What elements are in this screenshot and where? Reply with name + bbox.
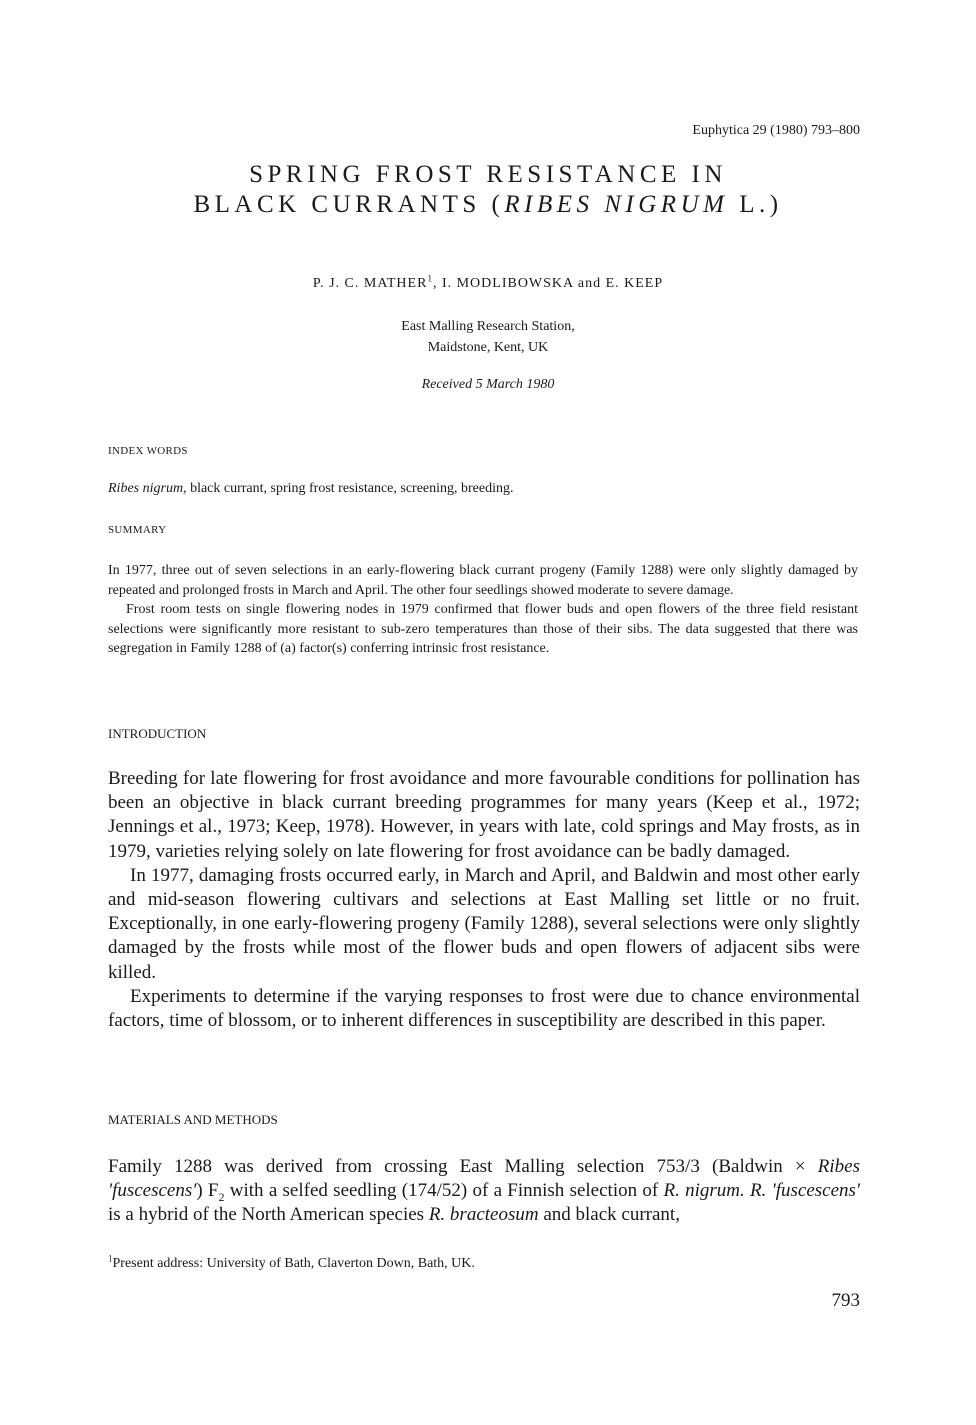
methods-paragraph-1: [108, 1155, 860, 1228]
footnote: [108, 1253, 475, 1272]
introduction-paragraph-2: In 1977, damaging frosts occurred early, in March and April, and Baldwin and most other early and mid-season flowering cultivars and selections at East Malling set little or no fruit. Exceptionally, in one early-flowering progeny (Family 1288), several selections were only slightly damaged by the frosts while most of the flower buds and open flowers of adjacent sibs were killed.: [108, 864, 860, 983]
summary-paragraph-2: Frost room tests on single flowering nodes in 1979 confirmed that flower buds and open flowers of the three field resistant selections were significantly more resistant to sub-zero temperatures than those of their sibs. The data suggested that there was segregation in Family 1288 of (a) factor(s) conferring intrinsic frost resistance.: [108, 602, 858, 657]
title-line-2-pre: BLACK CURRANTS (: [193, 191, 505, 218]
methods-text-4: is a hybrid of the North American species: [108, 1204, 429, 1226]
keyword-species: Ribes nigrum,: [108, 481, 187, 496]
methods-body: [108, 1155, 860, 1228]
affiliation-line-1: East Malling Research Station,: [401, 319, 575, 334]
author-footnote-mark: 1: [427, 273, 433, 284]
affiliation-line-2: Maidstone, Kent, UK: [427, 340, 549, 355]
title-line-2-post: L.): [728, 191, 783, 218]
summary-paragraph-1: In 1977, three out of seven selections in an early-flowering black currant progeny (Family 1288) were only slightly damaged by repeated and prolonged frosts in March and April. The other four seedlings showed moderate to severe damage.: [108, 563, 858, 598]
summary-body: [108, 561, 858, 659]
methods-text-1: Family 1288 was derived from crossing East Malling selection 753/3 (Baldwin ×: [108, 1156, 818, 1177]
title-line-2: [0, 190, 976, 220]
introduction-paragraph-1: Breeding for late flowering for frost avoidance and more favourable conditions for pollination has been an objective in black currant breeding programmes for many years (Keep et al., 1972; Jennings et al., 1973; Keep, 1978). However, in years with late, cold springs and May frosts, as in 1979, varieties relying solely on late flowering for frost avoidance can be badly damaged.: [108, 768, 860, 862]
title-line-1: SPRING FROST RESISTANCE IN: [249, 161, 727, 188]
footnote-text: Present address: University of Bath, Claverton Down, Bath, UK.: [112, 1256, 475, 1271]
methods-species-2: R. nigrum. R. 'fuscescens': [663, 1180, 860, 1202]
keywords-rest: black currant, spring frost resistance, screening, breeding.: [186, 481, 514, 496]
other-authors: , I. MODLIBOWSKA and E. KEEP: [432, 276, 664, 291]
methods-species-1: Ribes 'fuscescens': [108, 1156, 860, 1202]
introduction-body: [108, 767, 860, 1033]
methods-text-2: ) F: [196, 1180, 219, 1202]
received-date: Received 5 March 1980: [421, 377, 555, 392]
summary-heading: SUMMARY: [108, 524, 167, 536]
methods-heading: MATERIALS AND METHODS: [108, 1112, 278, 1127]
page-number: 793: [831, 1290, 860, 1311]
methods-text-5: and black currant,: [538, 1204, 680, 1226]
introduction-paragraph-3: Experiments to determine if the varying responses to frost were due to chance environmental factors, time of blossom, or to inherent differences in susceptibility are described in this paper.: [108, 985, 860, 1032]
author-list: [0, 273, 976, 292]
footnote-mark: 1: [108, 1253, 113, 1264]
article-title: [0, 160, 976, 220]
index-words-heading: INDEX WORDS: [108, 445, 188, 457]
methods-subscript: 2: [218, 1190, 225, 1204]
title-species: RIBES NIGRUM: [504, 191, 729, 218]
author-1: P. J. C. MATHER: [312, 276, 428, 291]
methods-text-3: with a selfed seedling (174/52) of a Finnish selection of: [224, 1180, 664, 1202]
journal-reference: Euphytica 29 (1980) 793–800: [692, 123, 860, 138]
introduction-heading: INTRODUCTION: [108, 726, 207, 741]
affiliation: [0, 316, 976, 358]
methods-species-3: R. bracteosum: [428, 1204, 539, 1226]
index-words: [108, 481, 514, 497]
